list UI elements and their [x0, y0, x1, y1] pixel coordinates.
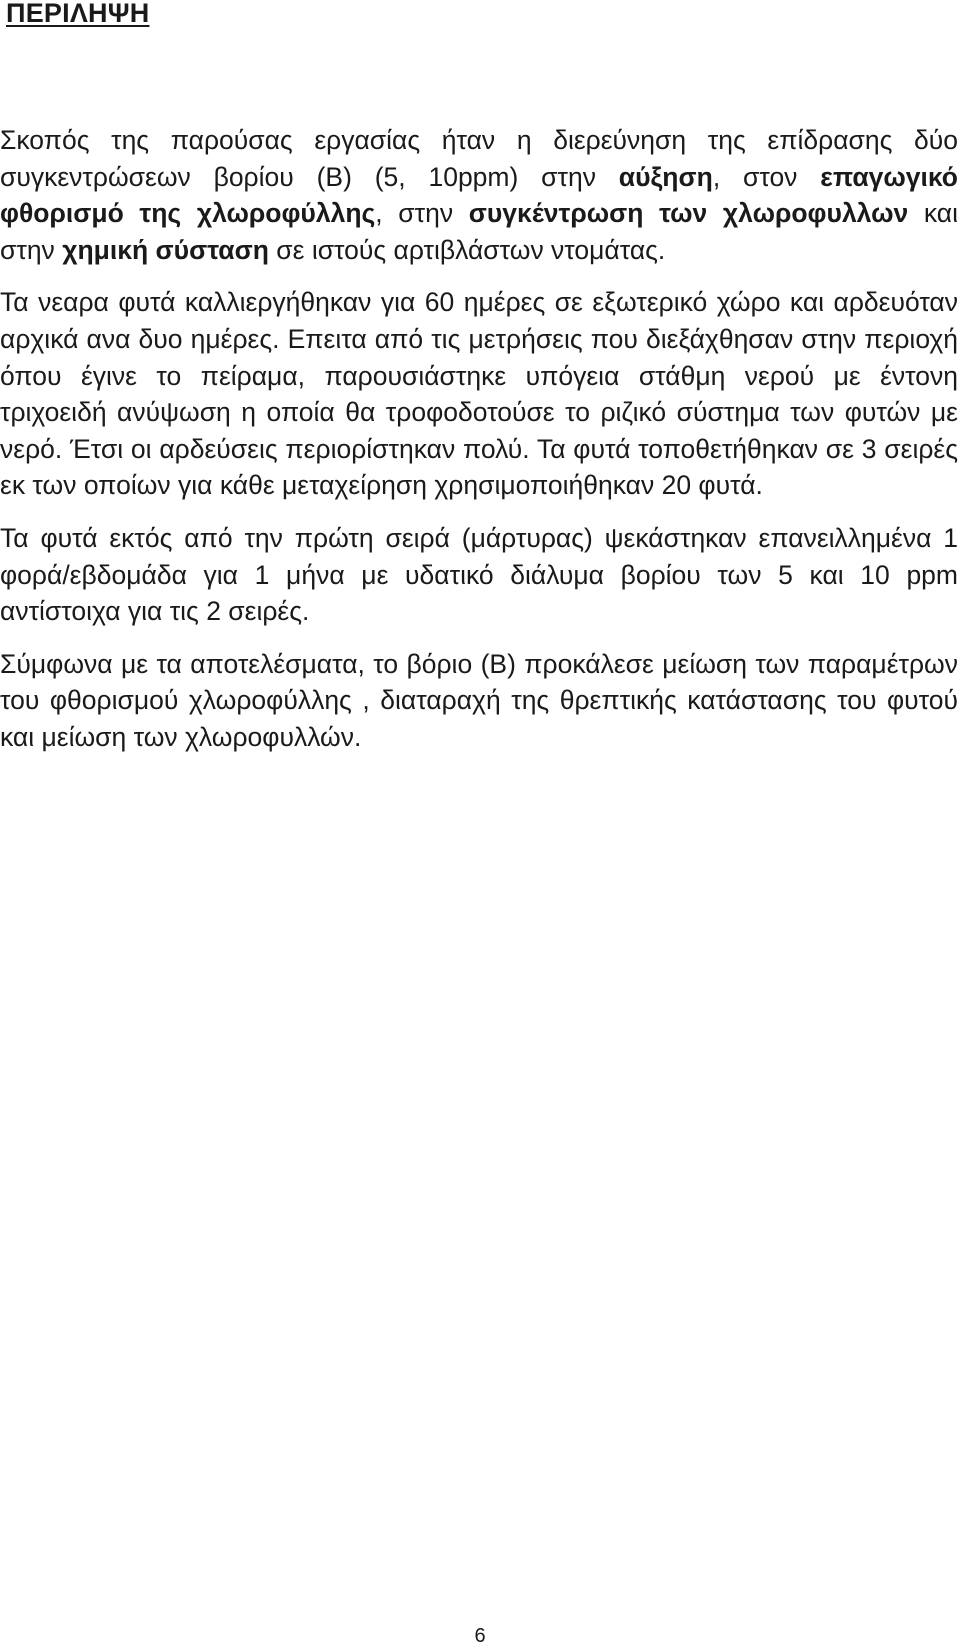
paragraph-4 — [0, 646, 958, 756]
text-run: και στην — [0, 198, 958, 265]
text-run: , στην — [375, 198, 469, 229]
bold-term: χημική σύσταση — [62, 234, 269, 265]
text-run: Τα νεαρα φυτά καλλιεργήθηκαν για 60 ημέρες σε εξωτερικό χώρο και αρδευόταν αρχικά ανα δυο ημέρες. Επειτα από τις μετρήσεις που διεξάχθησαν στην περιοχή όπου έγινε το πείραμα, παρουσιάστηκε υπόγεια στάθμη νερού με έντονη τριχοειδή ανύψωση η οποία θα τροφοδοτούσε το ριζικό σύστημα των φυτών με νερό. Έτσι οι αρδεύσεις περιορίστηκαν πολύ. Τα φυτά τοποθετήθηκαν σε 3 σειρές εκ των οποίων για κάθε μεταχείρηση χρησιμοποιήθηκαν 20 φυτά. — [0, 287, 958, 501]
paragraph-1 — [0, 122, 958, 268]
bold-term: επαγωγικό φθορισμό της χλωροφύλλης — [0, 161, 958, 229]
page-number: 6 — [474, 1625, 486, 1647]
text-run: σε ιστούς αρτιβλάστων ντομάτας. — [268, 234, 666, 265]
paragraph-3 — [0, 520, 958, 630]
paragraph-2 — [0, 284, 958, 504]
abstract-body — [0, 122, 958, 772]
bold-term: συγκέντρωση των χλωροφυλλων — [468, 198, 909, 229]
text-run: , στον — [712, 161, 821, 192]
page-heading: ΠΕΡΙΛΗΨΗ — [6, 0, 150, 28]
text-run: Τα φυτά εκτός από την πρώτη σειρά (μάρτυρας) ψεκάστηκαν επανειλλημένα 1 φορά/εβδομάδα για 1 μήνα με υδατικό διάλυμα βορίου των 5 και 10 ppm αντίστοιχα για τις 2 σειρές. — [0, 522, 958, 627]
bold-term: αύξηση — [618, 161, 713, 192]
text-run: Σκοπός της παρούσας εργασίας ήταν η διερεύνηση της επίδρασης δύο συγκεντρώσεων βορίου (Β) (5, 10ppm) στην — [0, 125, 958, 192]
text-run: Σύμφωνα με τα αποτελέσματα, το βόριο (Β) προκάλεσε μείωση των παραμέτρων του φθορισμού χλωροφύλλης , διαταραχή της θρεπτικής κατάστασης του φυτού και μείωση των χλωροφυλλών. — [0, 648, 958, 752]
